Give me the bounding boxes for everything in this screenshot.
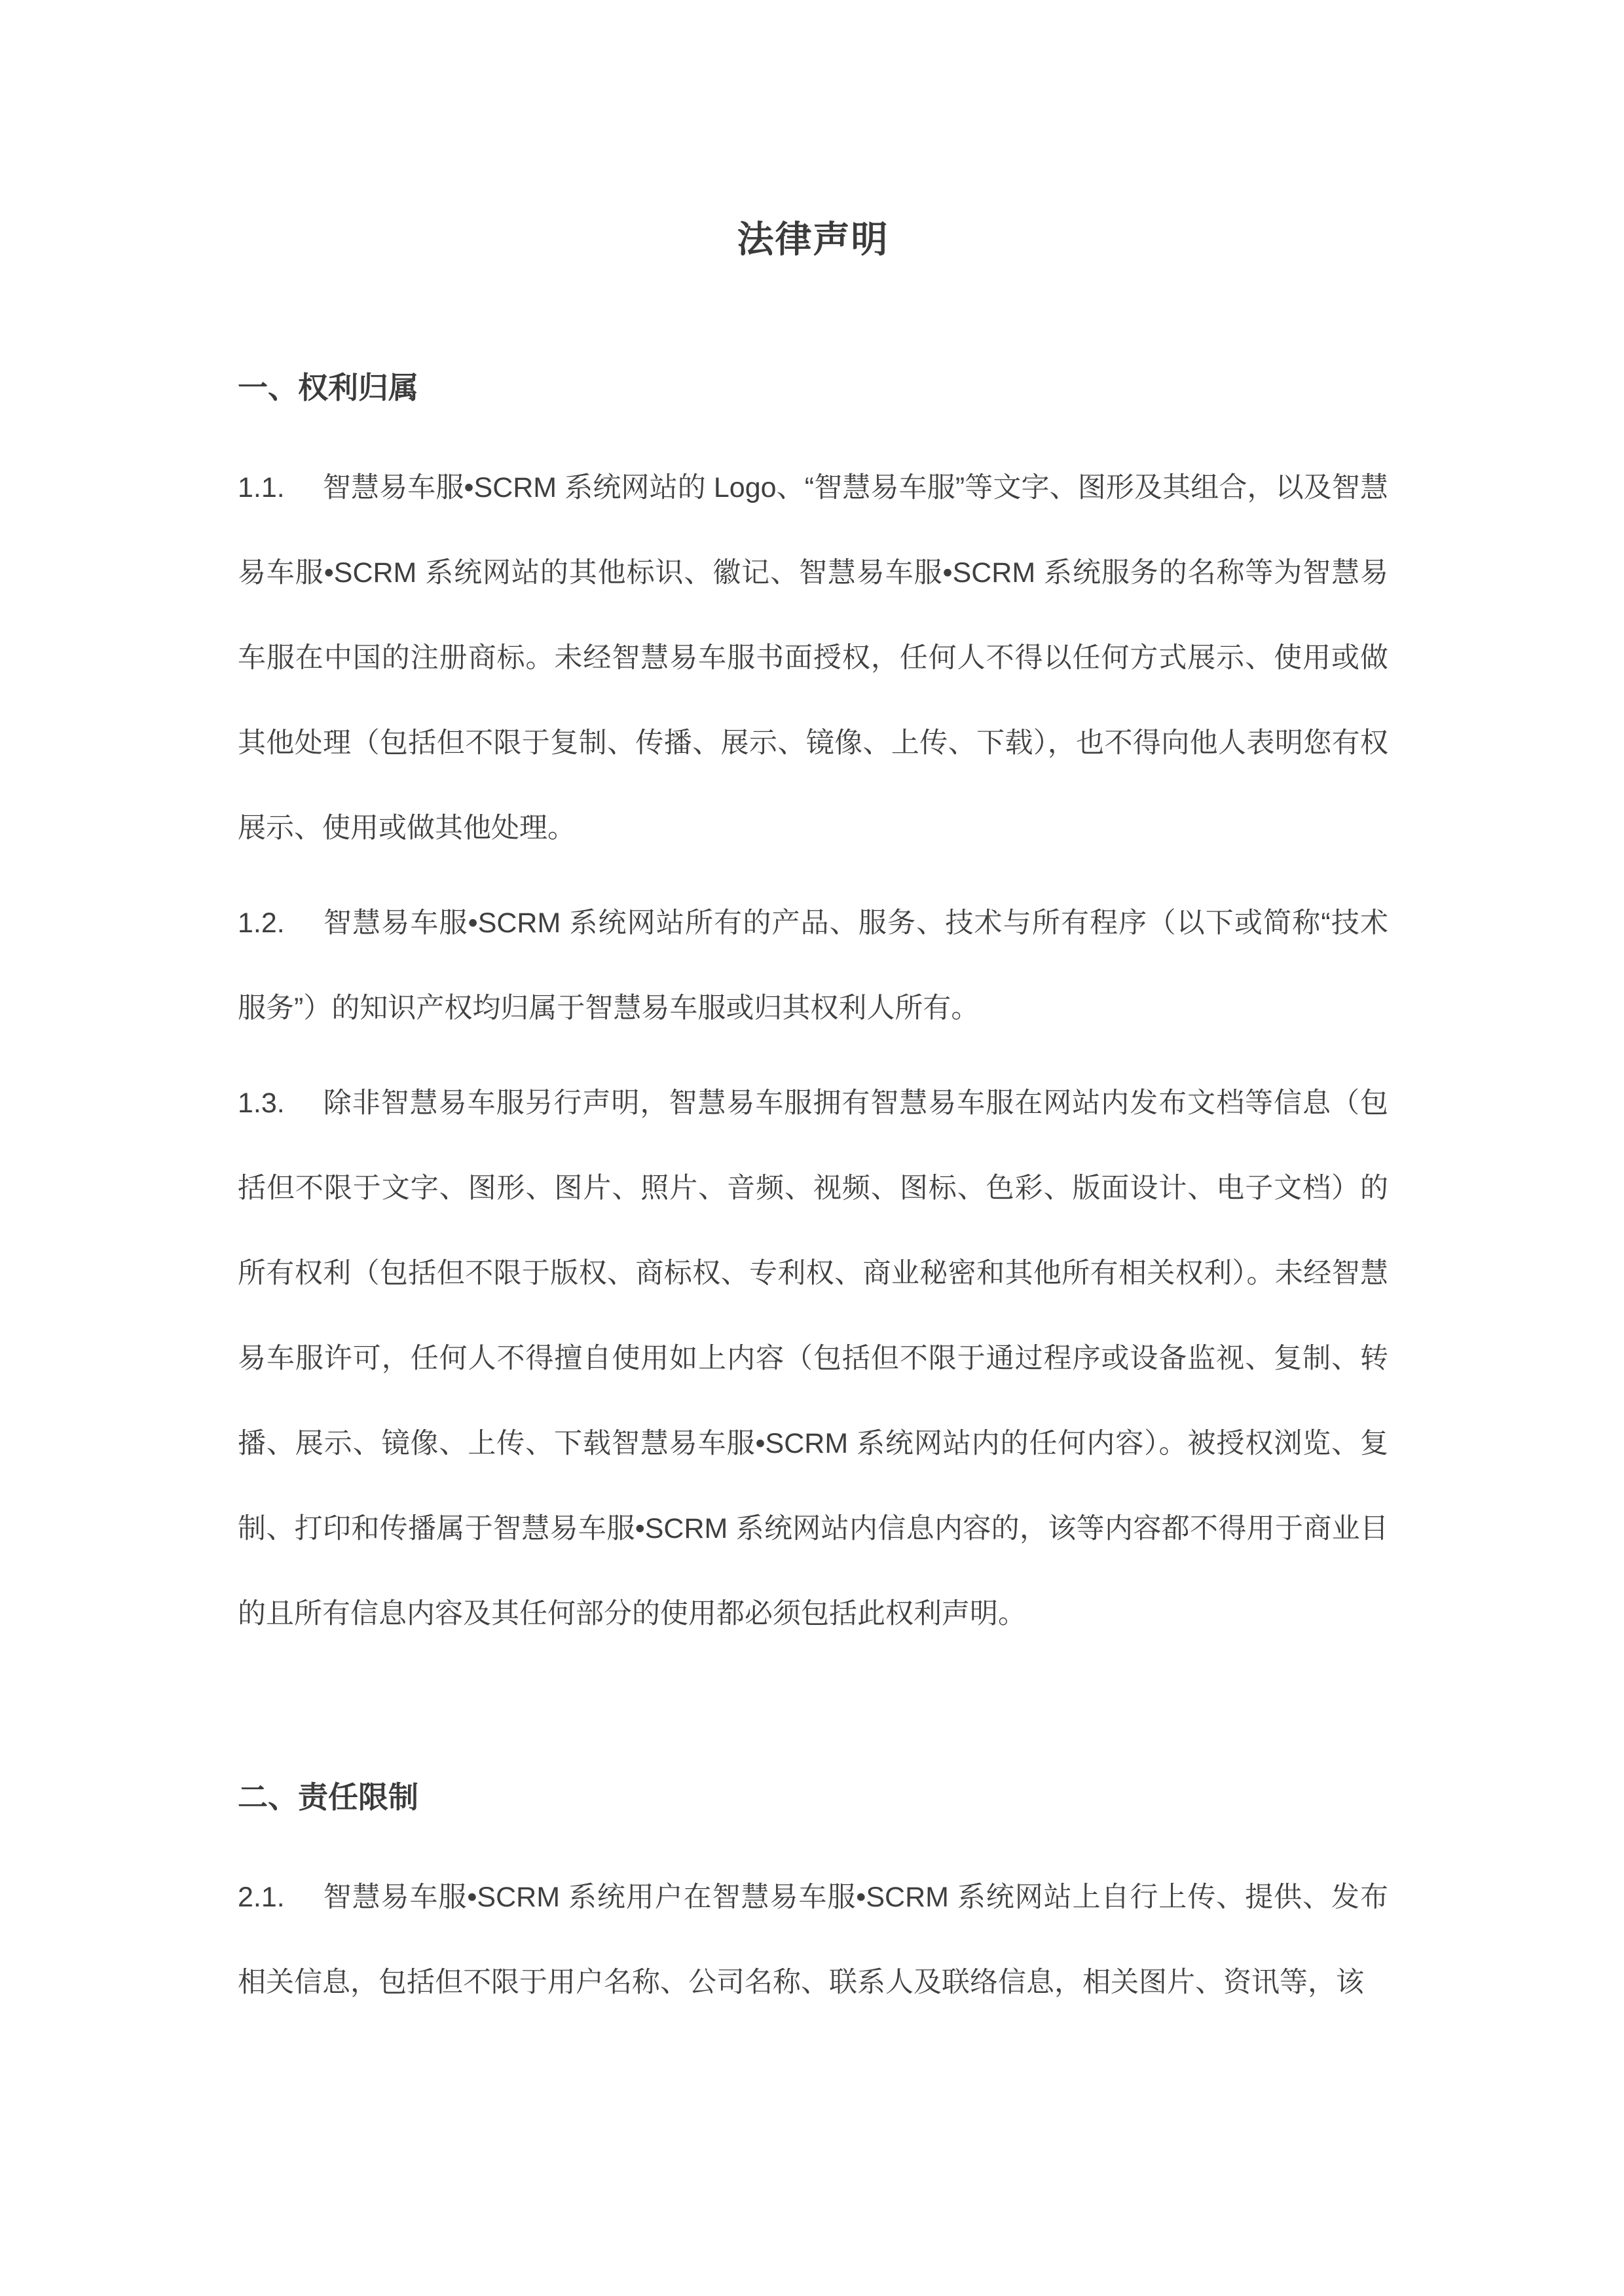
paragraph-1-3: [238, 1061, 1388, 1656]
tab-spacer: [285, 496, 323, 497]
section-heading-rights-ownership: 一、权利归属: [238, 371, 418, 405]
paragraph-1-2-number: 1.2.: [238, 907, 285, 939]
paragraph-1-2-text: 智慧易车服•SCRM 系统网站所有的产品、服务、技术与所有程序（以下或简称“技术服务”）的知识产权均归属于智慧易车服或归其权利人所有。: [238, 907, 1388, 1024]
paragraph-2-1-text: 智慧易车服•SCRM 系统用户在智慧易车服•SCRM 系统网站上自行上传、提供、发布相关信息，包括但不限于用户名称、公司名称、联系人及联络信息，相关图片、资讯等，该: [238, 1882, 1388, 1998]
paragraph-1-1-text: 智慧易车服•SCRM 系统网站的 Logo、“智慧易车服”等文字、图形及其组合，以及智慧易车服•SCRM 系统网站的其他标识、徽记、智慧易车服•SCRM 系统服务的名称等为智慧易车服在中国的注册商标。未经智慧易车服书面授权，任何人不得以任何方式展示、使用或做其他处理（包括但不限于复制、传播、展示、镜像、上传、下载），也不得向他人表明您有权展示、使用或做其他处理。: [238, 472, 1388, 844]
paragraph-1-2: [238, 881, 1388, 1051]
document-title: 法律声明: [737, 219, 889, 260]
paragraph-1-3-text: 除非智慧易车服另行声明，智慧易车服拥有智慧易车服在网站内发布文档等信息（包括但不限于文字、图形、图片、照片、音频、视频、图标、色彩、版面设计、电子文档）的所有权利（包括但不限于版权、商标权、专利权、商业秘密和其他所有相关权利）。未经智慧易车服许可，任何人不得擅自使用如上内容（包括但不限于通过程序或设备监视、复制、转播、展示、镜像、上传、下载智慧易车服•SCRM 系统网站内的任何内容）。被授权浏览、复制、打印和传播属于智慧易车服•SCRM 系统网站内信息内容的，该等内容都不得用于商业目的且所有信息内容及其任何部分的使用都必须包括此权利声明。: [238, 1087, 1388, 1630]
section-heading-liability-limitation: 二、责任限制: [238, 1780, 418, 1814]
paragraph-1-1: [238, 445, 1388, 871]
paragraph-1-3-number: 1.3.: [238, 1087, 285, 1119]
paragraph-1-1-number: 1.1.: [238, 472, 285, 503]
paragraph-2-1: [238, 1855, 1388, 2025]
paragraph-2-1-number: 2.1.: [238, 1882, 285, 1913]
